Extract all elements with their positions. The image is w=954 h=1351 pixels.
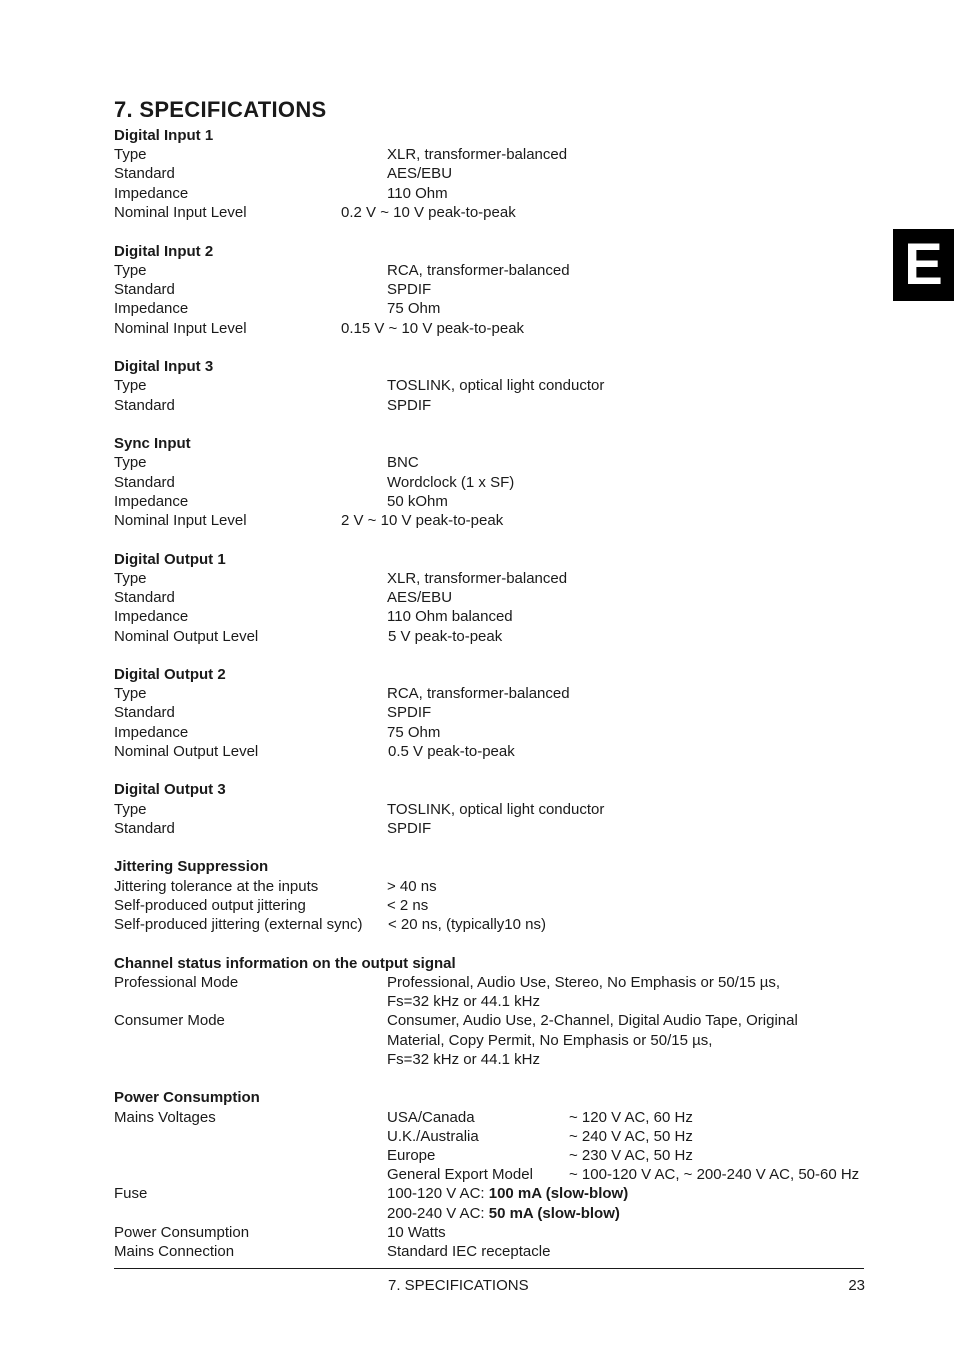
spec-row-type xyxy=(114,453,874,473)
spec-value: SPDIF xyxy=(387,397,432,414)
spec-row-impedance xyxy=(114,723,874,743)
spec-row-consumer-mode xyxy=(114,1011,874,1031)
spec-label: Type xyxy=(114,262,147,279)
spec-value: SPDIF xyxy=(387,281,432,298)
spec-row-type xyxy=(114,145,874,165)
fuse-range: 100-120 V AC: xyxy=(387,1185,489,1202)
spec-row-nominal-level xyxy=(114,742,874,762)
spec-row-type xyxy=(114,569,874,589)
spec-label: Nominal Input Level xyxy=(114,204,247,221)
section-heading-digital-input-1: Digital Input 1 xyxy=(114,127,214,144)
spec-label: Impedance xyxy=(114,300,189,317)
spec-label: Type xyxy=(114,377,147,394)
spec-label: Impedance xyxy=(114,724,189,741)
spec-label: Standard xyxy=(114,589,175,606)
spec-value: 75 Ohm xyxy=(387,300,441,317)
section-heading-sync-input: Sync Input xyxy=(114,435,191,452)
spec-label: Consumer Mode xyxy=(114,1012,225,1029)
spec-label: Impedance xyxy=(114,185,189,202)
spec-value: Professional, Audio Use, Stereo, No Emphasis or 50/15 µs, xyxy=(387,974,781,991)
page-title: 7. SPECIFICATIONS xyxy=(114,97,327,122)
spec-label: Self-produced jittering (external sync) xyxy=(114,916,363,933)
spec-row-continuation xyxy=(114,992,874,1012)
region-voltage: ~ 230 V AC, 50 Hz xyxy=(569,1147,693,1164)
section-heading-digital-output-1: Digital Output 1 xyxy=(114,551,226,568)
spec-value: Consumer, Audio Use, 2-Channel, Digital Audio Tape, Original xyxy=(387,1012,798,1029)
spec-label: Nominal Output Level xyxy=(114,743,259,760)
spec-label: Type xyxy=(114,801,147,818)
spec-label: Standard xyxy=(114,474,175,491)
region-voltage: ~ 100-120 V AC, ~ 200-240 V AC, 50-60 Hz xyxy=(569,1166,860,1183)
spec-row-continuation xyxy=(114,1050,874,1070)
spec-label: Power Consumption xyxy=(114,1224,250,1241)
spec-value: TOSLINK, optical light conductor xyxy=(387,801,605,818)
spec-label: Impedance xyxy=(114,608,189,625)
region-name: U.K./Australia xyxy=(387,1128,479,1145)
spec-label: Standard xyxy=(114,704,175,721)
spec-value: 10 Watts xyxy=(387,1224,446,1241)
spec-value: 50 kOhm xyxy=(387,493,448,510)
spec-row-impedance xyxy=(114,299,874,319)
spec-value: > 40 ns xyxy=(387,878,437,895)
spec-label: Nominal Input Level xyxy=(114,320,247,337)
spec-value: 0.15 V ~ 10 V peak-to-peak xyxy=(341,320,525,337)
section-heading-digital-output-2: Digital Output 2 xyxy=(114,666,226,683)
section-heading-digital-output-3: Digital Output 3 xyxy=(114,781,226,798)
footer-divider xyxy=(114,1268,864,1269)
spec-row-type xyxy=(114,376,874,396)
spec-value: 0.2 V ~ 10 V peak-to-peak xyxy=(341,204,516,221)
spec-row-professional-mode xyxy=(114,973,874,993)
spec-row-fuse xyxy=(114,1184,874,1204)
spec-value: AES/EBU xyxy=(387,589,453,606)
spec-row-type xyxy=(114,684,874,704)
spec-value xyxy=(387,1204,620,1224)
spec-label: Type xyxy=(114,146,147,163)
spec-row-standard xyxy=(114,280,874,300)
spec-label: Nominal Input Level xyxy=(114,512,247,529)
spec-row-nominal-level xyxy=(114,203,874,223)
spec-row-standard xyxy=(114,588,874,608)
section-heading-channel-status: Channel status information on the output signal xyxy=(114,955,456,972)
spec-row-output-jitter xyxy=(114,896,874,916)
spec-value: 5 V peak-to-peak xyxy=(388,628,503,645)
spec-value: Fs=32 kHz or 44.1 kHz xyxy=(387,1051,540,1068)
spec-row-jitter-tolerance xyxy=(114,877,874,897)
spec-row-nominal-level xyxy=(114,319,874,339)
spec-label: Mains Voltages xyxy=(114,1109,216,1126)
spec-value xyxy=(387,1184,628,1204)
spec-label: Impedance xyxy=(114,493,189,510)
spec-value: BNC xyxy=(387,454,419,471)
region-voltage: ~ 120 V AC, 60 Hz xyxy=(569,1109,693,1126)
spec-value: RCA, transformer-balanced xyxy=(387,685,570,702)
spec-row-standard xyxy=(114,164,874,184)
spec-value: 75 Ohm xyxy=(387,724,441,741)
spec-row-power-consumption xyxy=(114,1223,874,1243)
spec-value: < 20 ns, (typically10 ns) xyxy=(388,916,546,933)
spec-value: 110 Ohm balanced xyxy=(387,608,513,625)
spec-row-impedance xyxy=(114,184,874,204)
spec-label: Fuse xyxy=(114,1185,148,1202)
spec-label: Mains Connection xyxy=(114,1243,235,1260)
spec-row-mains-voltage xyxy=(114,1146,874,1166)
spec-row-mains-connection xyxy=(114,1242,874,1262)
spec-label: Type xyxy=(114,454,147,471)
region-name: General Export Model xyxy=(387,1166,533,1183)
section-heading-jittering: Jittering Suppression xyxy=(114,858,269,875)
spec-row-standard xyxy=(114,396,874,416)
spec-label: Type xyxy=(114,570,147,587)
fuse-rating: 100 mA (slow-blow) xyxy=(488,1185,629,1202)
spec-row-type xyxy=(114,800,874,820)
page-number: 23 xyxy=(848,1277,865,1294)
spec-label: Standard xyxy=(114,165,175,182)
spec-row-standard xyxy=(114,473,874,493)
spec-label: Standard xyxy=(114,397,175,414)
spec-label: Jittering tolerance at the inputs xyxy=(114,878,319,895)
spec-row-external-jitter xyxy=(114,915,874,935)
spec-label: Standard xyxy=(114,281,175,298)
spec-row-nominal-level xyxy=(114,511,874,531)
spec-value: Material, Copy Permit, No Emphasis or 50/15 µs, xyxy=(387,1032,713,1049)
spec-row-nominal-level xyxy=(114,627,874,647)
region-name: USA/Canada xyxy=(387,1109,475,1126)
spec-value: Standard IEC receptacle xyxy=(387,1243,551,1260)
spec-value: TOSLINK, optical light conductor xyxy=(387,377,605,394)
spec-row-type xyxy=(114,261,874,281)
spec-value: XLR, transformer-balanced xyxy=(387,146,568,163)
spec-value: 0.5 V peak-to-peak xyxy=(388,743,515,760)
section-heading-power: Power Consumption xyxy=(114,1089,260,1106)
spec-row-mains-voltage xyxy=(114,1127,874,1147)
spec-row-mains-voltage xyxy=(114,1165,874,1185)
spec-row-impedance xyxy=(114,492,874,512)
spec-row-standard xyxy=(114,819,874,839)
spec-label: Nominal Output Level xyxy=(114,628,259,645)
region-name: Europe xyxy=(387,1147,436,1164)
spec-label: Type xyxy=(114,685,147,702)
spec-value: RCA, transformer-balanced xyxy=(387,262,570,279)
fuse-rating: 50 mA (slow-blow) xyxy=(488,1205,620,1222)
section-heading-digital-input-2: Digital Input 2 xyxy=(114,243,214,260)
fuse-range: 200-240 V AC: xyxy=(387,1205,489,1222)
spec-value: 2 V ~ 10 V peak-to-peak xyxy=(341,512,504,529)
spec-row-continuation xyxy=(114,1031,874,1051)
spec-value: Fs=32 kHz or 44.1 kHz xyxy=(387,993,540,1010)
spec-value: AES/EBU xyxy=(387,165,453,182)
spec-value: SPDIF xyxy=(387,704,432,721)
spec-value: XLR, transformer-balanced xyxy=(387,570,568,587)
spec-value: Wordclock (1 x SF) xyxy=(387,474,515,491)
region-voltage: ~ 240 V AC, 50 Hz xyxy=(569,1128,693,1145)
spec-value: < 2 ns xyxy=(387,897,429,914)
spec-label: Standard xyxy=(114,820,175,837)
spec-row-standard xyxy=(114,703,874,723)
spec-row-mains-voltage xyxy=(114,1108,874,1128)
spec-label: Professional Mode xyxy=(114,974,239,991)
section-tab-e: E xyxy=(893,229,954,301)
spec-value: SPDIF xyxy=(387,820,432,837)
spec-row-fuse xyxy=(114,1204,874,1224)
spec-label: Self-produced output jittering xyxy=(114,897,306,914)
footer-title: 7. SPECIFICATIONS xyxy=(388,1277,529,1294)
spec-value: 110 Ohm xyxy=(387,185,448,202)
section-heading-digital-input-3: Digital Input 3 xyxy=(114,358,214,375)
spec-row-impedance xyxy=(114,607,874,627)
